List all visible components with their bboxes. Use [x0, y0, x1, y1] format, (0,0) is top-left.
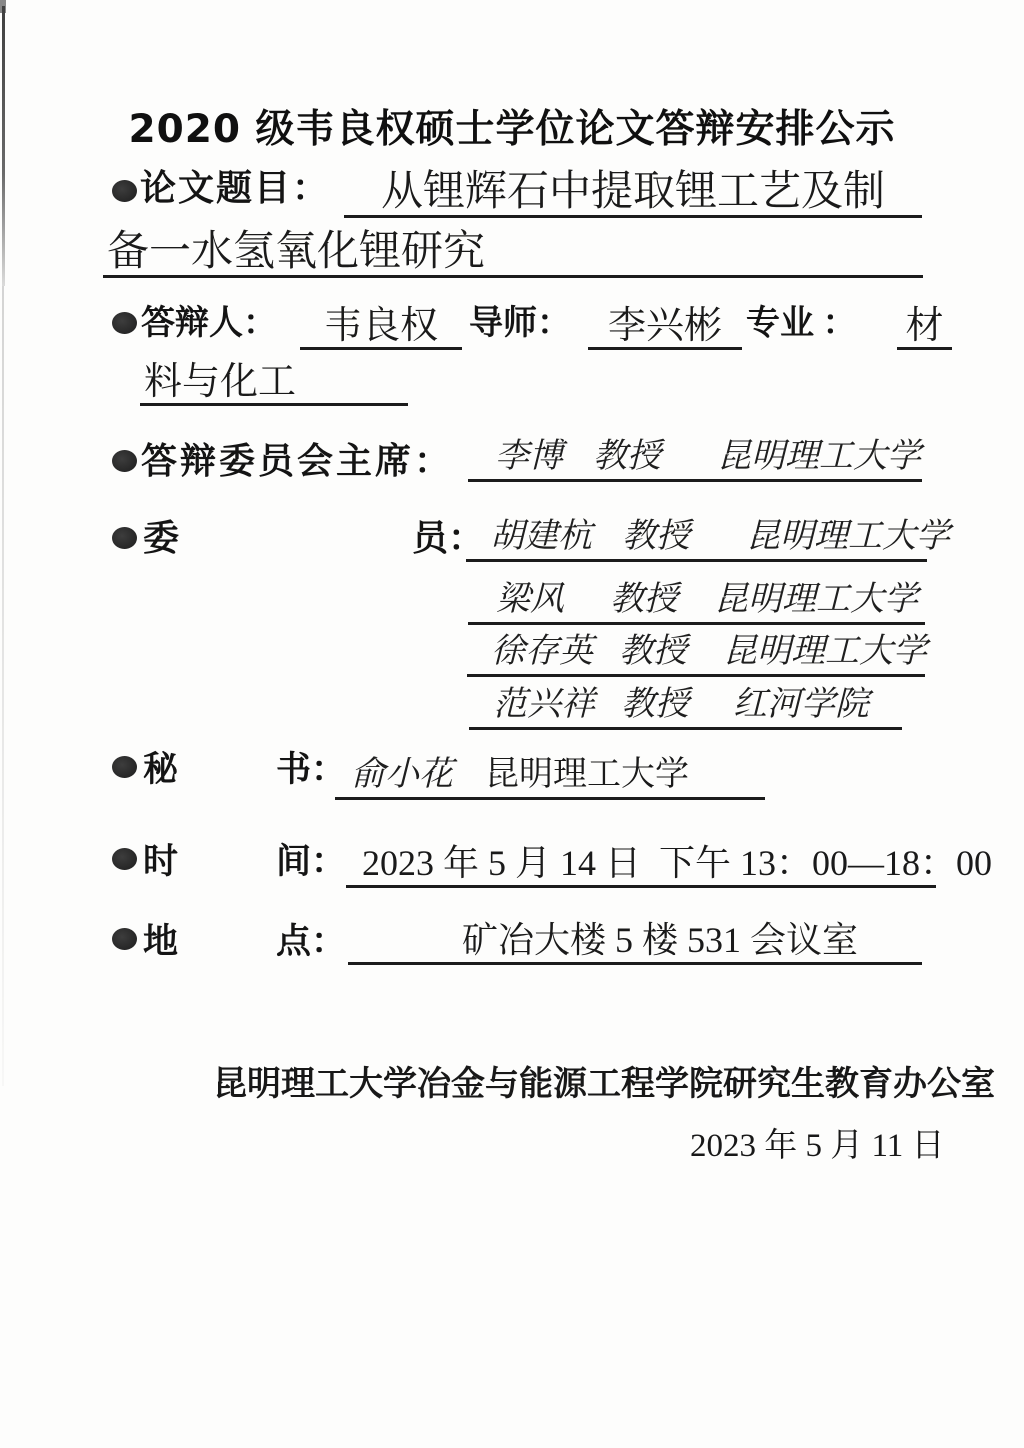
thesis-title-text-line1: 从锂辉石中提取锂工艺及制: [380, 168, 885, 215]
member-affiliation: 昆明理工大学: [714, 581, 918, 619]
committee-member-row: [467, 627, 925, 677]
candidate-label: 答辩人：: [141, 305, 277, 342]
major-field-line1: [897, 301, 952, 350]
chair-title: 教授: [593, 438, 661, 476]
bullet-icon-location: [112, 928, 137, 950]
member-name: 徐存英: [491, 633, 593, 671]
committee-member-label-right: 员：: [412, 518, 485, 558]
member-affiliation: 昆明理工大学: [746, 518, 950, 556]
committee-member-row: [469, 680, 902, 730]
bullet-icon-chair: [112, 450, 137, 472]
major-label: 专业 ：: [746, 305, 857, 342]
location-label-right: 点：: [276, 922, 347, 961]
committee-member-label-left: 委: [143, 518, 180, 558]
time-value: 2023 年 5 月 14 日 下午 13：00—18：00: [362, 843, 992, 884]
committee-chair-label: 答辩委员会主席：: [141, 441, 454, 481]
bullet-icon-time: [112, 848, 137, 870]
location-field: [348, 917, 922, 965]
committee-member-row: [466, 512, 950, 562]
bullet-icon-secretary: [112, 756, 137, 778]
time-label-left: 时: [143, 842, 179, 881]
committee-chair-field: [468, 432, 922, 482]
secretary-label-left: 秘: [143, 750, 179, 789]
issue-date: 2023 年 5 月 11 日: [690, 1128, 945, 1164]
supervisor-label: 导师：: [469, 305, 571, 342]
secretary-label-right: 书：: [276, 750, 347, 789]
bullet-icon-members: [112, 527, 137, 549]
page-title: 2020 级韦良权硕士学位论文答辩安排公示: [128, 107, 896, 152]
location-value: 矿冶大楼 5 楼 531 会议室: [461, 920, 858, 961]
supervisor-name: 李兴彬: [607, 304, 722, 347]
member-affiliation: 昆明理工大学: [723, 633, 927, 671]
bullet-icon-candidate: [112, 312, 137, 334]
time-label-right: 间：: [276, 842, 347, 881]
chair-name: 李博: [495, 438, 563, 476]
candidate-field: [300, 301, 462, 350]
thesis-title-field-line1: [344, 166, 922, 218]
secretary-affiliation: 昆明理工大学: [485, 756, 689, 794]
supervisor-field: [588, 301, 742, 350]
major-text-line1: 材: [905, 304, 944, 347]
secretary-field: [335, 747, 765, 800]
issuer-office: 昆明理工大学冶金与能源工程学院研究生教育办公室: [213, 1066, 995, 1103]
scan-edge-artifact-bottom: [2, 286, 4, 1086]
location-label-left: 地: [143, 922, 179, 961]
thesis-title-label: 论文题目：: [140, 168, 331, 208]
member-name: 梁风: [496, 581, 564, 619]
candidate-name: 韦良权: [323, 304, 438, 347]
member-title: 教授: [622, 518, 690, 556]
member-title: 教授: [610, 581, 678, 619]
member-title: 教授: [621, 686, 689, 724]
secretary-name: 俞小花: [351, 756, 453, 794]
member-affiliation: 红河学院: [733, 686, 869, 724]
member-title: 教授: [619, 633, 687, 671]
major-text-line2: 料与化工: [144, 360, 297, 403]
thesis-title-text-line2: 备一水氢氧化锂研究: [107, 228, 486, 275]
bullet-icon-thesis: [112, 180, 137, 202]
thesis-title-field-line2: [103, 227, 923, 278]
major-field-line2: [140, 357, 408, 406]
time-field: [346, 838, 992, 888]
chair-affiliation: 昆明理工大学: [717, 438, 921, 476]
committee-member-row: [468, 575, 925, 625]
member-name: 胡建杭: [490, 518, 592, 556]
member-name: 范兴祥: [493, 686, 595, 724]
